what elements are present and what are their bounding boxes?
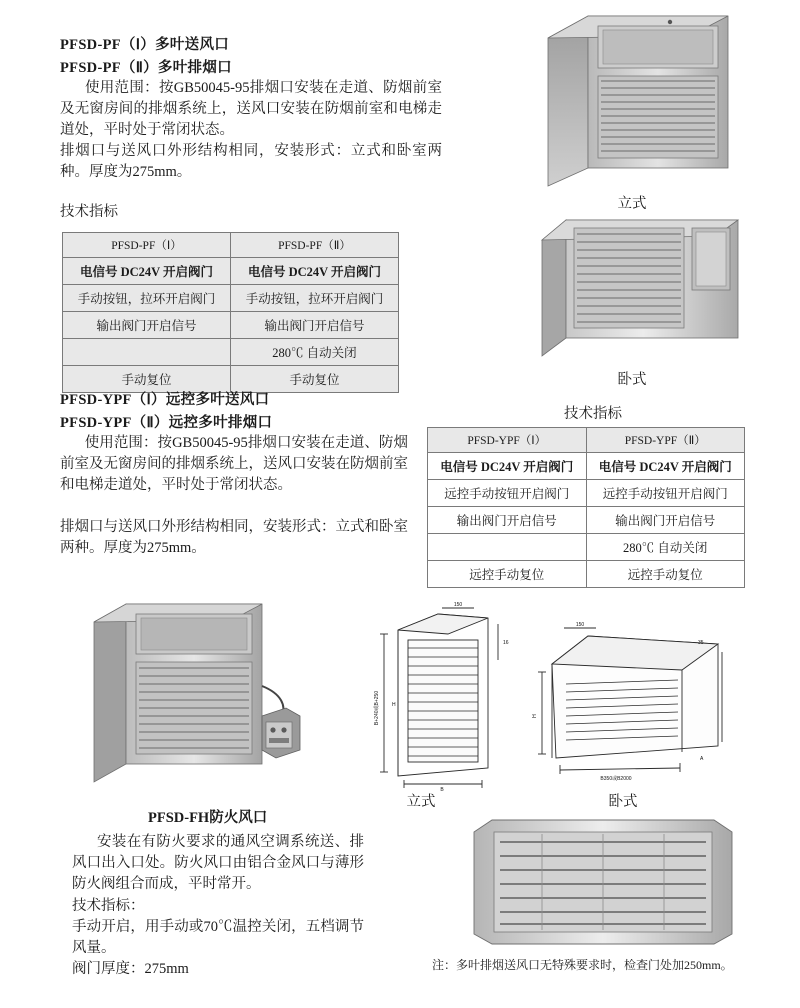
section2-body-2: 排烟口与送风口外形结构相同，安装形式：立式和卧室两种。厚度为275mm。 [60,519,408,556]
dim-label: 35 [698,640,704,646]
section3-caption-vertical: 立式 [406,794,436,810]
section1-caption-horizontal: 卧式 [617,372,647,388]
section2-spec-title: 技术指标 [564,406,622,422]
table-cell: 输出阀门开启信号 [428,507,587,534]
grille-illustration [472,818,734,946]
photo-fire-damper-outlet [86,598,326,788]
section2-body-1 [60,433,408,496]
dim-label: 150 [575,622,585,628]
table-cell: 远控手动复位 [428,561,587,588]
table-cell: 电信号 DC24V 开启阀门 [231,258,399,285]
dim-label: 16 [503,640,509,646]
photo-aluminium-grille [472,818,734,946]
dim-label: H [392,702,396,708]
drawing-vertical [370,600,520,792]
photo-horizontal-air-outlet [536,214,748,362]
section1-spec-table [62,232,399,393]
table-cell-empty [63,339,231,366]
table-header-cell: PFSD-YPF（Ⅰ） [428,428,587,453]
photo-vertical-air-outlet [540,8,736,188]
dim-label: B+240或B+250 [374,690,380,726]
section3-caption-horizontal: 卧式 [608,794,638,810]
table-cell: 远控手动按钮开启阀门 [586,480,745,507]
section3-caption: PFSD-FH防火风口 [148,810,268,826]
table-row [428,561,745,588]
table-cell: 电信号 DC24V 开启阀门 [63,258,231,285]
section1-caption-vertical: 立式 [617,196,647,212]
table-cell: 手动按钮，拉环开启阀门 [63,285,231,312]
section1-heading-2: PFSD-PF（Ⅱ）多叶排烟口 [60,60,232,76]
table-cell: 远控手动按钮开启阀门 [428,480,587,507]
table-row [428,507,745,534]
vertical-drawing [370,600,520,792]
section1-body-1-text: 使用范围：按GB50045-95排烟口安装在走道、防烟前室及无窗房间的排烟系统上，送风口安装在防烟前室和电梯走道处，平时处于常闭状态。 [60,80,442,138]
table-cell: 输出阀门开启信号 [231,312,399,339]
table-cell: 输出阀门开启信号 [63,312,231,339]
table-cell: 280℃ 自动关闭 [231,339,399,366]
section3-note: 注：多叶排烟送风口无特殊要求时，检查门处加250mm。 [432,958,733,972]
section3-body-3: 阀门厚度：275mm [72,961,189,977]
table-header-cell: PFSD-PF（Ⅰ） [63,233,231,258]
table-row [63,285,399,312]
section3-body-2: 手动开启，用手动或70℃温控关闭，五档调节风量。 [72,919,364,956]
section1-spec-title: 技术指标 [60,204,118,220]
table-row [63,233,399,258]
section2-spec-table [427,427,745,588]
horizontal-drawing [530,618,730,788]
table-cell-empty [428,534,587,561]
dim-label: B350或B2000 [600,776,632,782]
table-cell: 手动复位 [63,366,231,393]
horizontal-unit-illustration [536,214,748,362]
table-row [428,428,745,453]
table-cell: 远控手动复位 [586,561,745,588]
table-cell: 输出阀门开启信号 [586,507,745,534]
table-header-cell: PFSD-PF（Ⅱ） [231,233,399,258]
drawing-horizontal [530,618,730,788]
table-cell: 手动按钮，拉环开启阀门 [231,285,399,312]
dim-label: A [700,756,704,762]
table-row [428,534,745,561]
vertical-unit-illustration [540,8,736,188]
table-row [428,480,745,507]
section3-spec-label: 技术指标： [72,898,145,914]
section3-body-1-text: 安装在有防火要求的通风空调系统送、排风口出入口处。防火风口由铝合金风口与薄形防火阀组合而成，平时常开。 [72,834,364,892]
table-cell: 手动复位 [231,366,399,393]
section2-heading-2: PFSD-YPF（Ⅱ）远控多叶排烟口 [60,415,273,431]
dim-label: H [532,714,538,718]
table-cell: 电信号 DC24V 开启阀门 [586,453,745,480]
section2-body-1-text: 使用范围：按GB50045-95排烟口安装在走道、防烟前室及无窗房间的排烟系统上，送风口安装在防烟前室和电梯走道处，平时处于常闭状态。 [60,435,408,493]
table-row [63,258,399,285]
section1-body-1 [60,78,442,141]
table-header-cell: PFSD-YPF（Ⅱ） [586,428,745,453]
section1-heading-1: PFSD-PF（Ⅰ）多叶送风口 [60,37,230,53]
table-cell: 电信号 DC24V 开启阀门 [428,453,587,480]
section3-body-1 [72,832,364,895]
table-row [63,339,399,366]
fire-damper-illustration [86,598,326,788]
table-row [63,312,399,339]
table-cell: 280℃ 自动关闭 [586,534,745,561]
table-row [428,453,745,480]
dim-label: 150 [453,602,463,608]
section2-heading-1: PFSD-YPF（Ⅰ）远控多叶送风口 [60,392,270,408]
dim-label: B [440,787,444,792]
section1-body-2: 排烟口与送风口外形结构相同，安装形式：立式和卧室两种。厚度为275mm。 [60,143,442,180]
